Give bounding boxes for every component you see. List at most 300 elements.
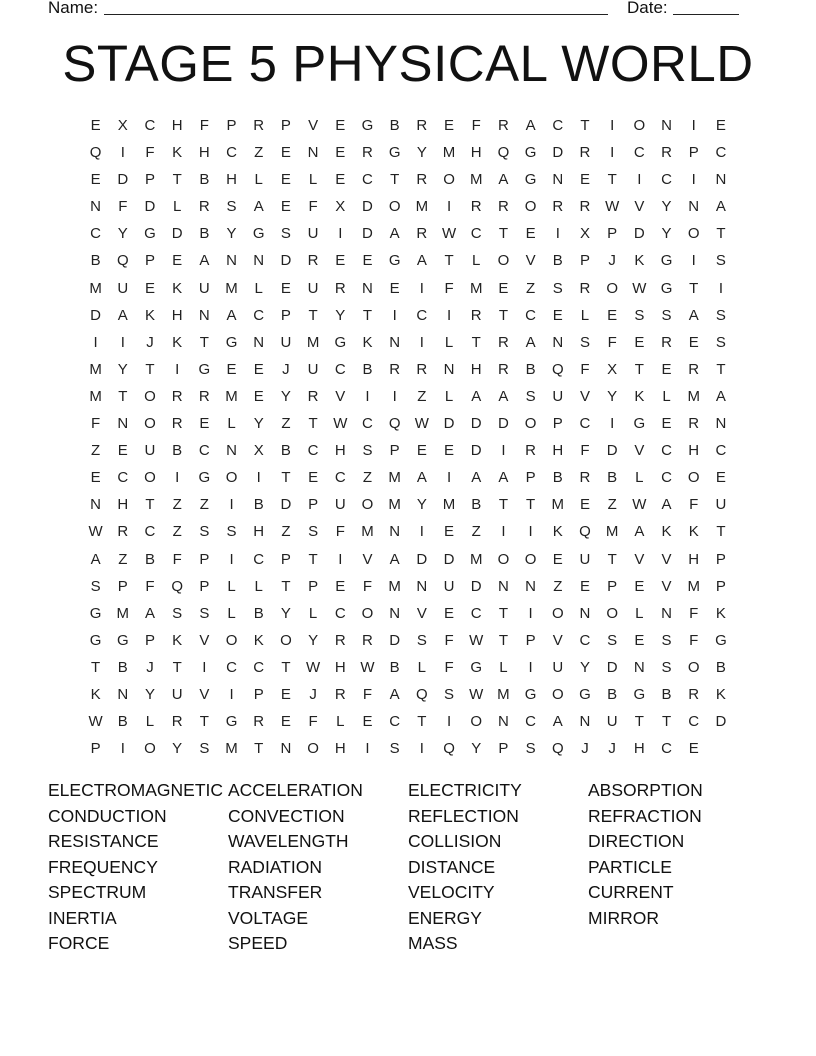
grid-letter: F xyxy=(118,198,128,216)
grid-letter: B xyxy=(117,713,128,731)
grid-letter: L xyxy=(472,252,481,270)
grid-letter: S xyxy=(661,631,672,649)
grid-letter: P xyxy=(253,685,264,703)
grid-letter: V xyxy=(552,631,563,649)
grid-letter: M xyxy=(116,604,130,622)
grid-letter: E xyxy=(308,469,319,487)
grid-letter: J xyxy=(309,685,317,703)
grid-letter: X xyxy=(335,198,346,216)
grid-letter: C xyxy=(362,171,373,189)
grid-letter: S xyxy=(90,577,101,595)
grid-letter: O xyxy=(388,198,401,216)
grid-letter: U xyxy=(198,279,210,297)
grid-letter: O xyxy=(144,740,156,758)
grid-letter: I xyxy=(691,252,696,270)
grid-letter: S xyxy=(715,306,726,324)
word-list-item: ELECTROMAGNETIC xyxy=(48,780,224,800)
grid-letter: U xyxy=(171,685,183,703)
grid-letter: K xyxy=(634,387,645,405)
grid-letter: C xyxy=(362,415,373,433)
grid-letter: G xyxy=(116,631,129,649)
grid-letter: I xyxy=(528,658,533,676)
grid-letter: V xyxy=(634,198,645,216)
grid-letter: P xyxy=(199,577,210,595)
word-list-item: MASS xyxy=(408,933,458,953)
grid-letter: R xyxy=(497,360,509,378)
grid-letter: E xyxy=(253,387,264,405)
grid-letter: I xyxy=(419,740,424,758)
grid-letter: Y xyxy=(416,496,427,514)
grid-letter: G xyxy=(524,685,537,703)
grid-letter: U xyxy=(579,550,591,568)
grid-letter: T xyxy=(580,117,590,134)
grid-letter: U xyxy=(715,496,727,514)
grid-letter: B xyxy=(280,442,291,460)
grid-letter: C xyxy=(389,713,401,731)
grid-letter: I xyxy=(610,415,615,433)
grid-letter: R xyxy=(579,198,591,216)
grid-letter: R xyxy=(661,144,672,162)
word-list-item: CONDUCTION xyxy=(48,805,167,826)
grid-letter: K xyxy=(661,523,672,541)
grid-letter: Q xyxy=(416,685,428,703)
grid-letter: B xyxy=(525,360,536,378)
grid-letter: U xyxy=(552,387,564,405)
grid-letter: I xyxy=(446,469,452,487)
grid-letter: P xyxy=(280,550,291,568)
grid-letter: R xyxy=(497,198,509,216)
grid-letter: E xyxy=(661,415,672,433)
grid-letter: T xyxy=(444,252,454,270)
grid-letter: Z xyxy=(91,442,101,460)
grid-letter: S xyxy=(199,740,210,758)
grid-letter: E xyxy=(280,198,291,216)
word-list-item: VOLTAGE xyxy=(228,907,309,928)
grid-letter: R xyxy=(497,333,509,351)
word-list-item: CURRENT xyxy=(588,882,674,902)
grid-letter: M xyxy=(225,740,238,758)
grid-letter: P xyxy=(144,631,155,649)
grid-letter: R xyxy=(117,523,129,541)
grid-letter: C xyxy=(525,713,537,731)
grid-letter: H xyxy=(171,306,183,324)
header xyxy=(48,0,748,20)
grid-letter: Z xyxy=(118,550,128,568)
grid-letter: P xyxy=(607,225,618,243)
grid-letter: M xyxy=(225,279,238,297)
grid-letter: C xyxy=(253,306,265,324)
grid-letter: T xyxy=(145,360,155,378)
grid-letter: T xyxy=(498,631,508,649)
word-list-item: VELOCITY xyxy=(408,882,495,902)
grid-letter: H xyxy=(552,442,564,460)
grid-letter: C xyxy=(470,604,482,622)
grid-letter: C xyxy=(470,225,482,243)
grid-letter: R xyxy=(362,144,373,162)
grid-letter: A xyxy=(634,523,645,541)
grid-letter: N xyxy=(90,496,102,514)
grid-letter: X xyxy=(579,225,590,243)
grid-letter: C xyxy=(715,442,727,460)
grid-letter: T xyxy=(199,333,209,351)
grid-letter: F xyxy=(145,577,155,595)
grid-letter: A xyxy=(389,225,400,243)
grid-letter: R xyxy=(198,387,210,405)
grid-letter: Y xyxy=(579,658,590,676)
grid-letter: O xyxy=(633,117,646,134)
grid-letter: R xyxy=(362,631,373,649)
grid-letter: D xyxy=(606,658,618,676)
grid-letter: I xyxy=(637,171,642,189)
grid-letter: R xyxy=(416,225,428,243)
grid-letter: G xyxy=(89,631,102,649)
grid-letter: N xyxy=(117,685,129,703)
grid-letter: D xyxy=(606,442,618,460)
grid-letter: N xyxy=(661,117,672,134)
grid-letter: C xyxy=(334,604,346,622)
grid-letter: Q xyxy=(443,740,455,758)
grid-letter: T xyxy=(661,713,672,731)
grid-letter: D xyxy=(280,252,292,270)
grid-letter: L xyxy=(444,333,454,351)
grid-letter: W xyxy=(469,631,484,649)
grid-letter: U xyxy=(307,360,319,378)
grid-letter: C xyxy=(661,442,672,460)
grid-letter: R xyxy=(334,631,346,649)
grid-letter: J xyxy=(146,333,154,351)
grid-letter: O xyxy=(144,469,156,487)
grid-letter: O xyxy=(551,604,564,622)
grid-letter: A xyxy=(471,387,482,405)
grid-letter: I xyxy=(610,117,615,134)
grid-letter: M xyxy=(388,469,401,487)
grid-letter: K xyxy=(253,631,264,649)
grid-letter: E xyxy=(688,333,699,351)
grid-letter: B xyxy=(552,252,563,270)
grid-letter: T xyxy=(172,171,182,189)
grid-letter: O xyxy=(524,198,537,216)
grid-letter: I xyxy=(365,387,370,405)
grid-letter: C xyxy=(416,306,428,324)
word-list-item: SPEED xyxy=(228,933,288,953)
grid-letter: P xyxy=(498,740,509,758)
grid-letter: E xyxy=(280,713,291,731)
word-search-grid xyxy=(82,112,734,762)
grid-letter: I xyxy=(392,306,397,324)
grid-letter: L xyxy=(308,604,318,622)
grid-letter: Z xyxy=(281,415,291,433)
grid-letter: O xyxy=(144,415,156,433)
grid-letter: F xyxy=(689,604,699,622)
grid-letter: I xyxy=(446,306,452,324)
grid-letter: T xyxy=(716,523,726,541)
grid-letter: K xyxy=(172,144,183,162)
grid-letter: R xyxy=(579,469,591,487)
grid-letter: Y xyxy=(117,360,128,378)
grid-letter: K xyxy=(552,523,563,541)
grid-letter: S xyxy=(226,523,237,541)
word-list-item: FREQUENCY xyxy=(48,856,158,877)
grid-letter: V xyxy=(661,550,672,568)
grid-letter: L xyxy=(254,577,263,595)
grid-letter: A xyxy=(525,333,536,351)
word-list-item: RESISTANCE xyxy=(48,831,159,851)
grid-letter: I xyxy=(229,685,234,703)
grid-letter: I xyxy=(419,523,424,541)
grid-letter: E xyxy=(280,685,291,703)
grid-letter: R xyxy=(171,387,183,405)
grid-letter: W xyxy=(441,225,457,243)
grid-letter: F xyxy=(689,631,699,649)
grid-letter: D xyxy=(171,225,183,243)
grid-letter: D xyxy=(633,225,645,243)
grid-letter: S xyxy=(715,252,726,270)
grid-letter: I xyxy=(93,333,98,351)
grid-letter: C xyxy=(144,523,156,541)
grid-letter: E xyxy=(634,333,645,351)
grid-letter: A xyxy=(715,198,726,216)
grid-letter: G xyxy=(334,333,347,351)
grid-letter: F xyxy=(580,442,590,460)
grid-letter: G xyxy=(388,144,401,162)
grid-letter: L xyxy=(227,604,236,622)
grid-letter: C xyxy=(226,658,237,676)
grid-letter: E xyxy=(607,306,618,324)
grid-letter: I xyxy=(528,604,533,622)
grid-letter: A xyxy=(90,550,101,568)
grid-letter: I xyxy=(501,523,506,541)
grid-letter: H xyxy=(633,740,645,758)
grid-letter: I xyxy=(202,658,207,676)
grid-letter: R xyxy=(470,306,482,324)
grid-letter: H xyxy=(334,740,346,758)
grid-letter: D xyxy=(416,550,428,568)
date-field[interactable] xyxy=(673,14,739,15)
grid-letter: P xyxy=(144,171,155,189)
grid-letter: B xyxy=(199,171,210,189)
word-list-item: TRANSFER xyxy=(228,882,323,902)
grid-letter: F xyxy=(444,631,454,649)
grid-letter: N xyxy=(579,604,591,622)
grid-letter: R xyxy=(579,144,591,162)
grid-letter: W xyxy=(360,658,375,676)
grid-letter: R xyxy=(497,117,509,134)
grid-letter: C xyxy=(661,740,672,758)
grid-letter: R xyxy=(307,387,319,405)
grid-letter: R xyxy=(389,360,401,378)
name-field[interactable] xyxy=(104,14,608,15)
grid-letter: D xyxy=(90,306,102,324)
grid-letter: I xyxy=(718,279,723,297)
grid-letter: L xyxy=(580,306,590,324)
grid-letter: V xyxy=(416,604,427,622)
grid-letter: T xyxy=(254,740,264,758)
grid-letter: E xyxy=(688,740,699,758)
grid-letter: E xyxy=(416,442,427,460)
grid-letter: P xyxy=(144,252,155,270)
grid-letter: W xyxy=(88,713,103,731)
grid-letter: L xyxy=(254,171,263,189)
grid-letter: C xyxy=(661,469,672,487)
grid-letter: R xyxy=(334,685,346,703)
grid-letter: L xyxy=(227,415,236,433)
grid-letter: U xyxy=(307,225,319,243)
grid-letter: G xyxy=(579,685,591,703)
grid-letter: X xyxy=(253,442,264,460)
grid-letter: N xyxy=(389,333,401,351)
grid-letter: E xyxy=(117,442,128,460)
grid-letter: D xyxy=(389,631,401,649)
grid-letter: E xyxy=(362,713,373,731)
grid-letter: W xyxy=(88,523,103,541)
grid-letter: N xyxy=(253,333,265,351)
grid-letter: I xyxy=(446,198,452,216)
grid-letter: O xyxy=(687,469,700,487)
grid-letter: S xyxy=(661,306,672,324)
grid-letter: K xyxy=(172,333,183,351)
grid-letter: C xyxy=(198,442,210,460)
grid-letter: E xyxy=(144,279,155,297)
grid-letter: Z xyxy=(471,523,481,541)
name-label: Name: xyxy=(48,0,99,17)
grid-letter: M xyxy=(89,360,102,378)
grid-letter: B xyxy=(607,685,618,703)
grid-letter: T xyxy=(498,225,508,243)
grid-letter: E xyxy=(552,550,563,568)
grid-letter: B xyxy=(90,252,101,270)
grid-letter: A xyxy=(144,604,155,622)
grid-letter: A xyxy=(226,306,237,324)
grid-letter: A xyxy=(498,469,509,487)
grid-letter: I xyxy=(691,171,696,189)
grid-letter: N xyxy=(715,171,727,189)
grid-letter: A xyxy=(253,198,264,216)
grid-letter: K xyxy=(90,685,101,703)
grid-letter: O xyxy=(606,604,618,622)
grid-letter: T xyxy=(281,658,291,676)
grid-letter: P xyxy=(525,631,536,649)
grid-letter: E xyxy=(226,360,237,378)
grid-letter: T xyxy=(498,496,508,514)
grid-letter: O xyxy=(497,550,510,568)
grid-letter: Q xyxy=(551,740,564,758)
grid-letter: Q xyxy=(171,577,183,595)
grid-letter: Y xyxy=(416,144,427,162)
grid-letter: L xyxy=(145,713,155,731)
grid-letter: M xyxy=(306,333,320,351)
grid-letter: N xyxy=(389,604,401,622)
grid-letter: S xyxy=(389,740,400,758)
grid-letter: F xyxy=(580,360,590,378)
grid-letter: E xyxy=(280,171,291,189)
grid-letter: S xyxy=(579,333,590,351)
grid-letter: N xyxy=(552,171,564,189)
grid-letter: N xyxy=(525,577,537,595)
grid-letter: F xyxy=(308,198,318,216)
grid-letter: B xyxy=(362,360,373,378)
grid-letter: K xyxy=(172,631,183,649)
grid-letter: T xyxy=(145,496,155,514)
grid-letter: L xyxy=(172,198,182,216)
grid-letter: L xyxy=(417,658,427,676)
grid-letter: I xyxy=(120,740,125,758)
grid-letter: F xyxy=(362,577,373,595)
grid-letter: P xyxy=(226,117,237,134)
grid-letter: I xyxy=(392,387,397,405)
grid-letter: I xyxy=(691,117,696,134)
grid-letter: E xyxy=(715,469,726,487)
grid-letter: Q xyxy=(497,144,510,162)
grid-letter: Y xyxy=(172,740,183,758)
grid-letter: G xyxy=(660,279,673,297)
grid-letter: M xyxy=(442,144,456,162)
grid-letter: M xyxy=(497,685,510,703)
word-list-item: MIRROR xyxy=(588,907,659,928)
grid-letter: E xyxy=(253,360,264,378)
grid-letter: Z xyxy=(607,496,617,514)
grid-letter: I xyxy=(175,469,180,487)
grid-letter: P xyxy=(607,577,618,595)
grid-letter: Y xyxy=(280,604,291,622)
grid-letter: T xyxy=(281,577,291,595)
grid-letter: F xyxy=(145,144,155,162)
grid-letter: Q xyxy=(116,252,129,270)
grid-letter: T xyxy=(91,658,101,676)
grid-letter: O xyxy=(470,713,483,731)
grid-letter: N xyxy=(389,523,401,541)
grid-letter: F xyxy=(335,523,345,541)
grid-letter: S xyxy=(607,631,618,649)
grid-letter: O xyxy=(144,387,156,405)
grid-letter: Z xyxy=(362,469,373,487)
grid-letter: E xyxy=(634,577,645,595)
grid-letter: C xyxy=(633,144,645,162)
grid-letter: F xyxy=(607,333,617,351)
date-label: Date: xyxy=(627,0,668,17)
grid-letter: C xyxy=(117,469,129,487)
grid-letter: I xyxy=(256,469,261,487)
grid-letter: W xyxy=(306,658,321,676)
grid-letter: H xyxy=(253,523,265,541)
grid-letter: M xyxy=(605,523,619,541)
page-title: STAGE 5 PHYSICAL WORLD xyxy=(62,35,754,92)
grid-letter: N xyxy=(307,144,319,162)
grid-letter: H xyxy=(470,360,482,378)
grid-letter: X xyxy=(607,360,618,378)
grid-letter: N xyxy=(198,306,210,324)
grid-letter: R xyxy=(552,198,564,216)
grid-letter: U xyxy=(144,442,156,460)
grid-letter: L xyxy=(635,604,644,622)
grid-letter: E xyxy=(362,252,373,270)
grid-letter: U xyxy=(307,279,319,297)
grid-letter: M xyxy=(687,387,700,405)
grid-letter: Y xyxy=(471,740,482,758)
grid-letter: S xyxy=(172,604,183,622)
grid-letter: C xyxy=(552,117,564,134)
grid-letter: G xyxy=(361,117,374,134)
grid-letter: A xyxy=(389,685,400,703)
grid-letter: B xyxy=(661,685,672,703)
grid-letter: G xyxy=(388,252,401,270)
grid-letter: Y xyxy=(226,225,237,243)
grid-letter: U xyxy=(552,658,564,676)
grid-letter: S xyxy=(444,685,455,703)
grid-letter: S xyxy=(525,387,536,405)
grid-letter: O xyxy=(225,631,238,649)
grid-letter: G xyxy=(660,252,673,270)
grid-letter: O xyxy=(361,496,374,514)
